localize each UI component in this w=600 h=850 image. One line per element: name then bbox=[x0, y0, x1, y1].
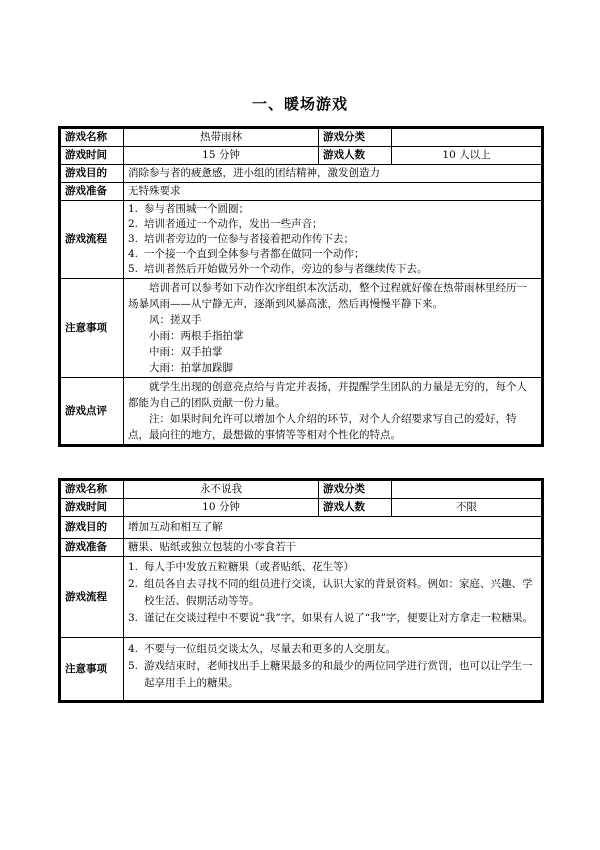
process-cell bbox=[124, 201, 542, 279]
row-purpose bbox=[61, 517, 542, 539]
label-notes: 注意事项 bbox=[61, 638, 124, 701]
row-prep bbox=[61, 183, 542, 201]
game-table-2 bbox=[60, 480, 542, 701]
step-item: 3. 培训者旁边的一位参与者接着把动作传下去； bbox=[128, 233, 354, 245]
step-item: 2. 组员各自去寻找不同的组员进行交谈，认识大家的背景资料。例如：家庭、兴趣、学校生活、假期活动等等。 bbox=[128, 578, 533, 607]
label-prep: 游戏准备 bbox=[61, 539, 124, 557]
game-time: 15 分钟 bbox=[124, 147, 319, 165]
game-category bbox=[392, 481, 542, 499]
label-name: 游戏名称 bbox=[61, 129, 124, 147]
notes-item: 大雨：拍掌加跺脚 bbox=[149, 362, 233, 374]
label-process: 游戏流程 bbox=[61, 201, 124, 279]
game-players: 不限 bbox=[392, 499, 542, 517]
game-players: 10 人以上 bbox=[392, 147, 542, 165]
game-name: 永不说我 bbox=[124, 481, 319, 499]
row-name bbox=[61, 129, 542, 147]
review-paragraph: 就学生出现的创意亮点给与肯定并表扬，并提醒学生团队的力量是无穷的，每个人都能为自己的团队贡献一份力量。 bbox=[128, 381, 527, 409]
label-purpose: 游戏目的 bbox=[61, 517, 124, 539]
step-item: 4. 一个接一个直到全体参与者都在做同一个动作； bbox=[128, 248, 365, 260]
label-purpose: 游戏目的 bbox=[61, 165, 124, 183]
notes-cell bbox=[124, 638, 542, 701]
label-name: 游戏名称 bbox=[61, 481, 124, 499]
notes-list bbox=[128, 641, 537, 692]
page-title: 一、暖场游戏 bbox=[251, 95, 348, 113]
notes-paragraph: 培训者可以参考如下动作次序组织本次活动，整个过程就好像在热带雨林里经历一场暴风雨——从宁静无声，逐渐到风暴高涨，然后再慢慢平静下来。 bbox=[128, 282, 527, 310]
label-category: 游戏分类 bbox=[319, 129, 392, 147]
step-item: 2. 培训者通过一个动作，发出一些声音； bbox=[128, 218, 323, 230]
step-item: 3. 谨记在交谈过程中不要说“我”字，如果有人说了“我”字，便要让对方拿走一粒糖果。 bbox=[128, 612, 533, 624]
step-item: 5. 培训者然后开始做另外一个动作，旁边的参与者继续传下去。 bbox=[128, 263, 428, 275]
step-item: 1. 每人手中发放五粒糖果（或者贴纸、花生等） bbox=[128, 561, 354, 573]
game-purpose: 增加互动和相互了解 bbox=[124, 517, 542, 539]
row-name bbox=[61, 481, 542, 499]
row-purpose bbox=[61, 165, 542, 183]
game-category bbox=[392, 129, 542, 147]
label-time: 游戏时间 bbox=[61, 499, 124, 517]
row-time bbox=[61, 147, 542, 165]
notes-item: 4. 不要与一位组员交谈太久，尽量去和更多的人交朋友。 bbox=[128, 643, 396, 655]
row-notes bbox=[61, 279, 542, 378]
review-cell bbox=[124, 378, 542, 445]
row-prep bbox=[61, 539, 542, 557]
notes-item: 小雨：两根手指拍掌 bbox=[149, 330, 244, 342]
row-process bbox=[61, 557, 542, 638]
notes-cell bbox=[124, 279, 542, 378]
process-steps bbox=[128, 559, 537, 627]
notes-item: 中雨：双手拍掌 bbox=[149, 346, 223, 358]
step-item: 1. 参与者围城一个圆圈； bbox=[128, 203, 249, 215]
label-prep: 游戏准备 bbox=[61, 183, 124, 201]
process-cell bbox=[124, 557, 542, 638]
game-table-1 bbox=[60, 128, 542, 445]
game-prep: 无特殊要求 bbox=[124, 183, 542, 201]
row-review bbox=[61, 378, 542, 445]
label-time: 游戏时间 bbox=[61, 147, 124, 165]
game-time: 10 分钟 bbox=[124, 499, 319, 517]
row-notes bbox=[61, 638, 542, 701]
notes-item: 风：搓双手 bbox=[149, 314, 202, 326]
process-steps bbox=[128, 202, 537, 277]
notes-item: 5. 游戏结束时，老师找出手上糖果最多的和最少的两位同学进行赏罚，也可以让学生一起享用手上的糖果。 bbox=[128, 660, 533, 689]
game-purpose: 消除参与者的疲惫感，进小组的团结精神，激发创造力 bbox=[124, 165, 542, 183]
label-players: 游戏人数 bbox=[319, 147, 392, 165]
game-name: 热带雨林 bbox=[124, 129, 319, 147]
review-paragraph: 注：如果时间允许可以增加个人介绍的环节，对个人介绍要求写自己的爱好，特点，最向往的地方，最想做的事情等等相对个性化的特点。 bbox=[128, 413, 517, 441]
label-process: 游戏流程 bbox=[61, 557, 124, 638]
label-category: 游戏分类 bbox=[319, 481, 392, 499]
row-time bbox=[61, 499, 542, 517]
label-notes: 注意事项 bbox=[61, 279, 124, 378]
game-prep: 糖果、贴纸或独立包装的小零食若干 bbox=[124, 539, 542, 557]
row-process bbox=[61, 201, 542, 279]
label-players: 游戏人数 bbox=[319, 499, 392, 517]
label-review: 游戏点评 bbox=[61, 378, 124, 445]
